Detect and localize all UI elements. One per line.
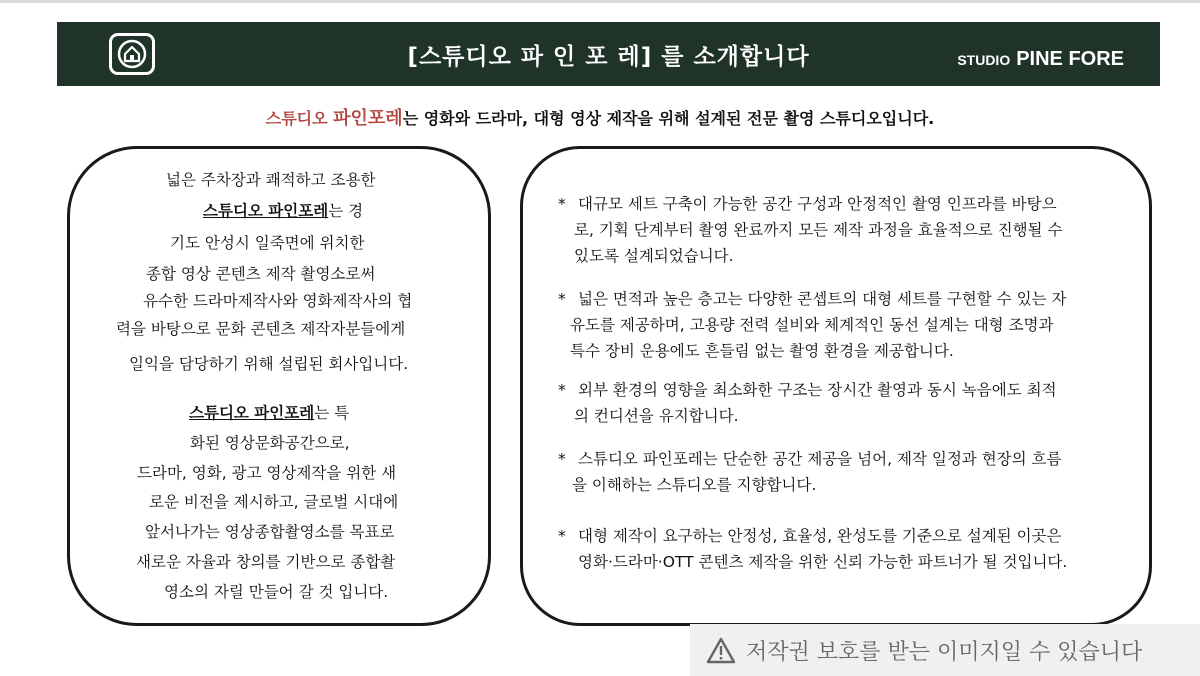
left-p1-brand: 스튜디오 파인포레 bbox=[203, 202, 329, 220]
left-p1-line5: 유수한 드라마제작사와 영화제작사의 협 bbox=[143, 292, 413, 310]
left-p2-line5: 앞서나가는 영상종합촬영소를 목표로 bbox=[145, 523, 395, 541]
left-p2-line7: 영소의 자릴 만들어 갈 것 입니다. bbox=[164, 583, 389, 601]
b1-line1: 대규모 세트 구축이 가능한 공간 구성과 안정적인 촬영 인프라를 바탕으 bbox=[578, 195, 1057, 213]
b4-line2: 을 이해하는 스튜디오를 지향합니다. bbox=[572, 476, 817, 494]
bullet-mark: * bbox=[558, 195, 566, 213]
b5-line2: 영화·드라마·OTT 콘텐츠 제작을 위한 신뢰 가능한 파트너가 될 것입니다. bbox=[578, 553, 1068, 571]
left-p1-line2 bbox=[203, 199, 363, 221]
b2-line2: 유도를 제공하며, 고용량 전력 설비와 체계적인 동선 설계는 대형 조명과 bbox=[570, 316, 1054, 334]
left-p2-line1-rest: 는 특 bbox=[314, 404, 350, 422]
bullet-mark: * bbox=[558, 450, 566, 468]
intro-sentence bbox=[0, 104, 1200, 130]
header-bar bbox=[57, 22, 1160, 86]
bullet-item-1 bbox=[558, 191, 1062, 269]
b1-line3: 있도록 설계되었습니다. bbox=[574, 247, 734, 265]
left-p1-line4: 종합 영상 콘텐츠 제작 촬영소로써 bbox=[146, 265, 376, 283]
left-p1-line1: 넓은 주차장과 쾌적하고 조용한 bbox=[166, 171, 376, 189]
bullet-item-5 bbox=[558, 523, 1067, 575]
b4-line1: 스튜디오 파인포레는 단순한 공간 제공을 넘어, 제작 일정과 현장의 흐름 bbox=[578, 450, 1062, 468]
intro-highlight: 파인포레 bbox=[333, 108, 403, 129]
left-p1-line7: 일익을 담당하기 위해 설립된 회사입니다. bbox=[129, 355, 409, 373]
bullet-mark: * bbox=[558, 381, 566, 399]
b2-line3: 특수 장비 운용에도 흔들림 없는 촬영 환경을 제공합니다. bbox=[570, 342, 954, 360]
b3-line2: 의 컨디션을 유지합니다. bbox=[574, 407, 739, 425]
brand-name bbox=[957, 48, 1124, 71]
brand-small: STUDIO bbox=[957, 52, 1011, 68]
intro-rest: 는 영화와 드라마, 대형 영상 제작을 위해 설계된 전문 촬영 스튜디오입니다. bbox=[402, 109, 935, 128]
left-p2-line6: 새로운 자율과 창의를 기반으로 종합촬 bbox=[136, 553, 396, 571]
bullet-item-2 bbox=[558, 286, 1066, 364]
left-p2-line3: 드라마, 영화, 광고 영상제작을 위한 새 bbox=[137, 464, 397, 482]
bullet-item-4 bbox=[558, 446, 1062, 498]
intro-prefix: 스튜디오 bbox=[265, 109, 334, 128]
left-p2-brand: 스튜디오 파인포레 bbox=[189, 404, 315, 422]
left-p2-line1 bbox=[189, 401, 349, 423]
bullet-mark: * bbox=[558, 527, 566, 545]
left-p1-line6: 력을 바탕으로 문화 콘텐츠 제작자분들에게 bbox=[116, 320, 406, 338]
warning-icon bbox=[706, 637, 736, 664]
left-p2-line2: 화된 영상문화공간으로, bbox=[190, 434, 350, 452]
left-p1-line2-rest: 는 경 bbox=[328, 202, 364, 220]
brand-big: PINE FORE bbox=[1016, 48, 1124, 70]
copyright-text: 저작권 보호를 받는 이미지일 수 있습니다 bbox=[746, 639, 1143, 665]
copyright-notice bbox=[690, 624, 1200, 676]
left-p2-line4: 로운 비전을 제시하고, 글로벌 시대에 bbox=[149, 493, 399, 511]
bullet-item-3 bbox=[558, 377, 1057, 429]
page-title: [스튜디오 파 인 포 레] 를 소개합니다 bbox=[407, 43, 810, 70]
b2-line1: 넓은 면적과 높은 층고는 다양한 콘셉트의 대형 세트를 구현할 수 있는 자 bbox=[578, 290, 1067, 308]
b5-line1: 대형 제작이 요구하는 안정성, 효율성, 완성도를 기준으로 설계된 이곳은 bbox=[578, 527, 1062, 545]
left-p1-line3: 기도 안성시 일죽면에 위치한 bbox=[170, 234, 365, 252]
b3-line1: 외부 환경의 영향을 최소화한 구조는 장시간 촬영과 동시 녹음에도 최적 bbox=[578, 381, 1057, 399]
top-divider bbox=[0, 0, 1200, 3]
b1-line2: 로, 기획 단계부터 촬영 완료까지 모든 제작 과정을 효율적으로 진행될 수 bbox=[574, 221, 1063, 239]
bullet-mark: * bbox=[558, 290, 566, 308]
